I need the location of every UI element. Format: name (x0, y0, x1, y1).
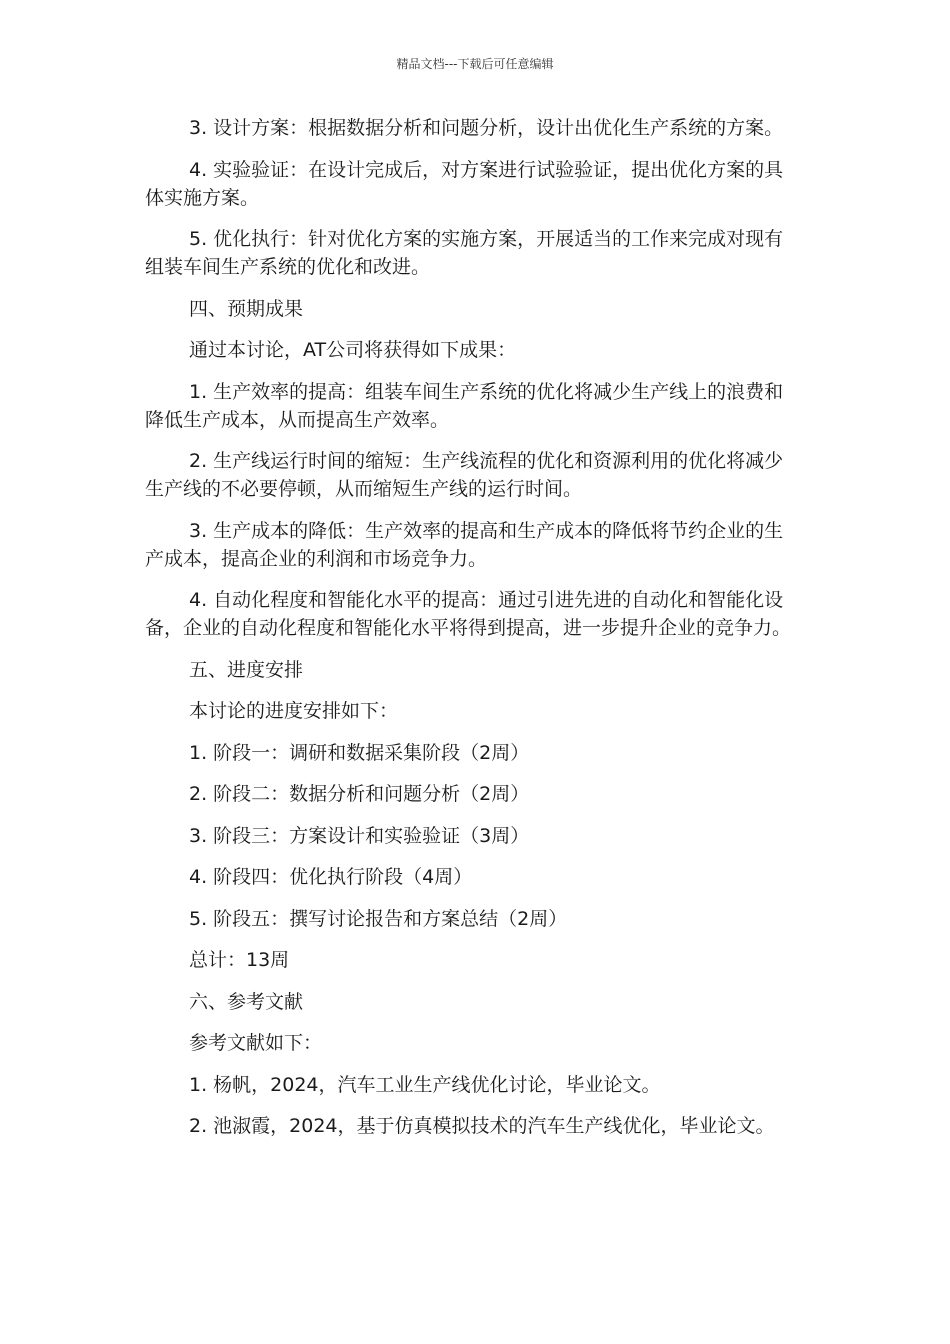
paragraph-experiment-verification: 4. 实验验证：在设计完成后，对方案进行试验验证，提出优化方案的具体实施方案。 (145, 158, 784, 209)
section-heading-references: 六、参考文献 (189, 990, 304, 1013)
paragraph-result-cost: 3. 生产成本的降低：生产效率的提高和生产成本的降低将节约企业的生产成本，提高企业的利润和市场竞争力。 (145, 519, 784, 570)
paragraph-references-intro: 参考文献如下： (189, 1032, 323, 1054)
paragraph-result-efficiency: 1. 生产效率的提高：组装车间生产系统的优化将减少生产线上的浪费和降低生产成本，从而提高生产效率。 (145, 380, 784, 431)
reference-item-1: 1. 杨帆，2024，汽车工业生产线优化讨论，毕业论文。 (189, 1073, 661, 1096)
reference-item-2: 2. 池淑霞，2024，基于仿真模拟技术的汽车生产线优化，毕业论文。 (189, 1115, 775, 1137)
schedule-total: 总计：13周 (189, 949, 290, 971)
schedule-item-stage-5: 5. 阶段五：撰写讨论报告和方案总结（2周） (189, 907, 568, 930)
section-heading-schedule: 五、进度安排 (189, 658, 304, 681)
schedule-item-stage-2: 2. 阶段二：数据分析和问题分析（2周） (189, 783, 530, 805)
schedule-item-stage-1: 1. 阶段一：调研和数据采集阶段（2周） (189, 741, 530, 764)
paragraph-result-runtime: 2. 生产线运行时间的缩短：生产线流程的优化和资源利用的优化将减少生产线的不必要停顿，从而缩短生产线的运行时间。 (145, 450, 784, 500)
paragraph-design-plan: 3. 设计方案：根据数据分析和问题分析，设计出优化生产系统的方案。 (189, 117, 784, 139)
paragraph-results-intro: 通过本讨论，AT公司将获得如下成果： (189, 339, 517, 361)
schedule-item-stage-3: 3. 阶段三：方案设计和实验验证（3周） (189, 824, 530, 847)
paragraph-schedule-intro: 本讨论的进度安排如下： (189, 700, 399, 722)
schedule-item-stage-4: 4. 阶段四：优化执行阶段（4周） (189, 866, 473, 888)
document-body (145, 114, 800, 1154)
paragraph-optimization-execution: 5. 优化执行：针对优化方案的实施方案，开展适当的工作来完成对现有组装车间生产系统的优化和改进。 (145, 228, 784, 278)
page-header: 精品文档---下载后可任意编辑 (396, 57, 554, 71)
section-heading-expected-results: 四、预期成果 (189, 297, 304, 320)
paragraph-result-automation: 4. 自动化程度和智能化水平的提高：通过引进先进的自动化和智能化设备，企业的自动化程度和智能化水平将得到提高，进一步提升企业的竞争力。 (145, 589, 792, 639)
